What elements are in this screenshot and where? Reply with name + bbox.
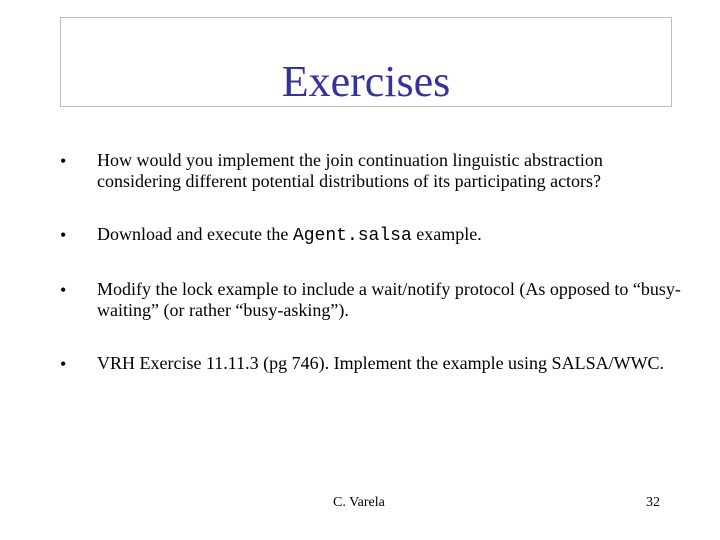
bullet-marker: • bbox=[60, 151, 67, 171]
title-box bbox=[60, 17, 672, 107]
bullet-text-2-before: Download and execute the bbox=[97, 224, 293, 244]
bullet-marker: • bbox=[60, 354, 67, 374]
slide-title: Exercises bbox=[281, 57, 451, 106]
bullet-text-4: VRH Exercise 11.11.3 (pg 746). Implement the example using SALSA/WWC. bbox=[97, 353, 665, 373]
page-number: 32 bbox=[646, 495, 660, 510]
footer-author: C. Varela bbox=[333, 495, 385, 510]
bullet-text-2-after: example. bbox=[411, 224, 482, 244]
bullet-text-2 bbox=[97, 224, 687, 247]
bullet-marker: • bbox=[60, 280, 67, 300]
code-agent-salsa: Agent.salsa bbox=[292, 226, 412, 246]
bullet-text-1: How would you implement the join continuation linguistic abstraction considering different potential distributions of its participating actors? bbox=[97, 150, 603, 191]
bullet-text-3: Modify the lock example to include a wait/notify protocol (As opposed to “busy-waiting” (or rather “busy-asking”). bbox=[97, 279, 681, 320]
bullet-marker: • bbox=[60, 225, 67, 245]
